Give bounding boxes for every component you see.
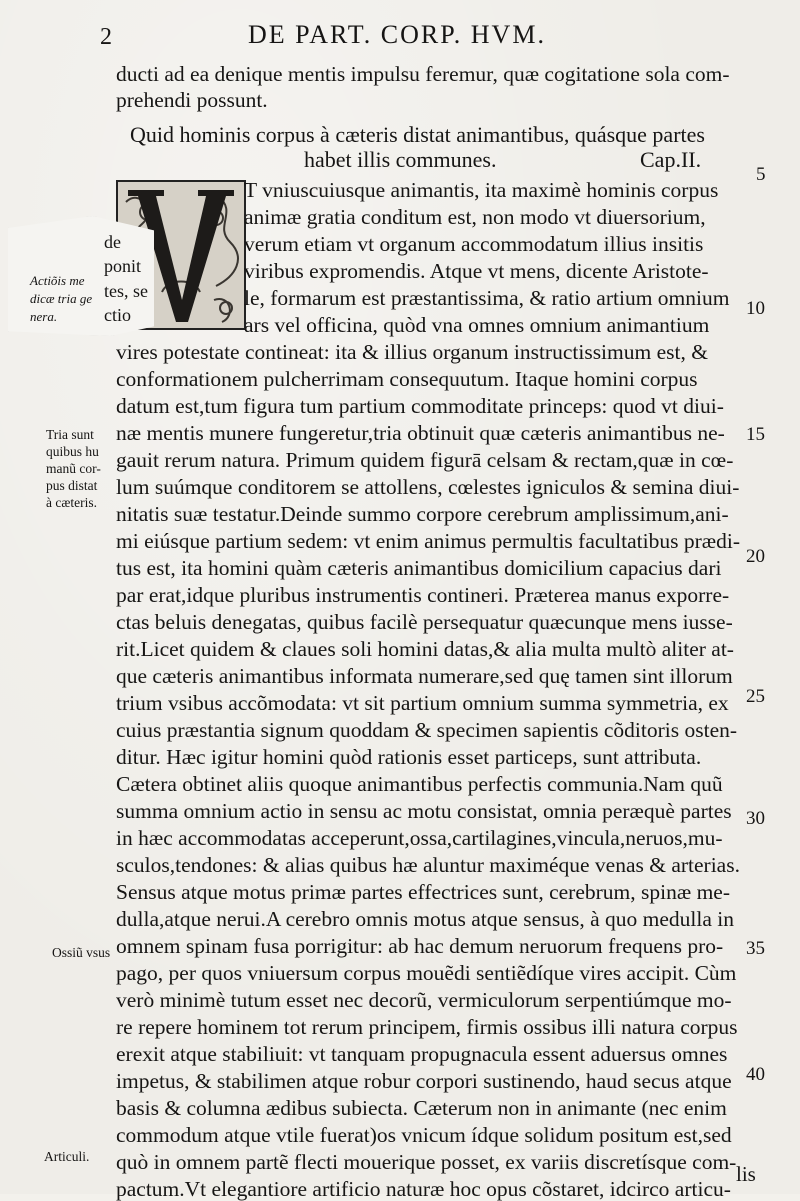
text-line: quò in omnem partẽ flecti mouerique posset, ex variis discretísque com- <box>116 1150 737 1174</box>
side-note-tria-line: Tria sunt <box>46 427 94 442</box>
text-line: ducti ad ea denique mentis impulsu feremur, quæ cogitatione sola com- <box>116 62 730 86</box>
text-line: impetus, & stabilimen atque robur corpori sustinendo, haud secus atque <box>116 1069 732 1093</box>
text-line: ditur. Hæc igitur homini quòd rationis esset particeps, sunt attributa. <box>116 745 702 769</box>
text-line: Sensus atque motus primæ partes effectrices sunt, cerebrum, spinæ me- <box>116 880 730 904</box>
text-line: vires potestate contineat: ita & illius organum instructissimum est, & <box>116 340 708 364</box>
line-number: 5 <box>756 164 766 185</box>
side-note-actions-line: dicæ tria ge <box>30 291 93 306</box>
text-line: T vniuscuiusque animantis, ita maximè hominis corpus <box>244 178 719 202</box>
text-line: pago, per quos vniuersum corpus mouẽdi sentiẽdíque vires accipit. Cùm <box>116 961 737 985</box>
side-note-tria-line: pus distat <box>46 478 98 493</box>
side-note-actions-line: Actiõis me <box>30 273 85 288</box>
text-line: in hæc accommodatas acceperunt,ossa,cartilagines,vincula,neruos,mu- <box>116 826 723 850</box>
text-line: animæ gratia conditum est, non modo vt diuersorium, <box>244 205 706 229</box>
catchword: lis <box>736 1162 756 1186</box>
line-number: 20 <box>746 546 765 567</box>
text-line: omnem spinam fusa porrigitur: ab hac demum neruorum frequens pro- <box>116 934 724 958</box>
side-note-tria-line: à cæteris. <box>46 495 97 510</box>
text-line: le, formarum est præstantissima, & ratio artium omnium <box>244 286 730 310</box>
page-header <box>0 20 800 54</box>
chapter-number: Cap.II. <box>640 147 702 172</box>
text-line: datum est,tum figura tum partium commoditate princeps: quod vt diui- <box>116 394 724 418</box>
text-line: nitatis suæ testatur.Deinde summo corpore cerebrum amplissimum,ani- <box>116 502 729 526</box>
text-line: mi eiúsque partium sedem: vt enim animus permultis facultatibus prædi- <box>116 529 740 553</box>
text-line: erexit atque stabiliuit: vt tanquam propugnacula essent aduersus omnes <box>116 1042 728 1066</box>
chapter-title-line-1: Quid hominis corpus à cæteris distat animantibus, quásque partes <box>130 122 705 147</box>
torn-text-fragment: de <box>104 232 121 252</box>
text-line: summa omnium actio in sensu ac motu consistat, omnia peræquè partes <box>116 799 732 823</box>
text-line: ctas beluis denegatas, quibus facilè persequatur quæcunque mens iusse- <box>116 610 733 634</box>
running-head: DE PART. CORP. HVM. <box>248 20 546 49</box>
text-line: gauit rerum natura. Primum quidem figurā celsam & rectam,quæ in cœ- <box>116 448 734 472</box>
text-line: cuius præstantia signum quoddam & specimen sapientis cõditoris osten- <box>116 718 738 742</box>
torn-text-fragment: tes, se <box>104 281 148 301</box>
page-number: 2 <box>100 24 112 50</box>
side-note-actions-line: nera. <box>30 309 58 324</box>
line-number: 25 <box>746 686 765 707</box>
text-line: re repere hominem tot rerum principem, firmis ossibus illi natura corpus <box>116 1015 738 1039</box>
text-line: par erat,idque pluribus instrumentis contineri. Præterea manus exporre- <box>116 583 730 607</box>
side-note-ossium: Ossiũ vsus <box>52 945 111 960</box>
text-line: commodum atque vtile fuerat)os vnicum ídque solidum positum est,sed <box>116 1123 732 1147</box>
text-line: basis & columna ædibus subiecta. Cæterum non in animante (nec enim <box>116 1096 727 1120</box>
text-line: ars vel officina, quòd vna omnes omnium animantium <box>244 313 710 337</box>
line-number: 40 <box>746 1064 765 1085</box>
text-line: lum suúmque conditorem se attollens, cœlestes igniculos & semina diui- <box>116 475 740 499</box>
line-number: 10 <box>746 298 765 319</box>
text-line: que cæteris animantibus informata numerare,sed quę tamen sint illorum <box>116 664 733 688</box>
line-number: 15 <box>746 424 765 445</box>
text-line: conformationem pulcherrimam consequutum. Itaque homini corpus <box>116 367 698 391</box>
torn-text-fragment: ctio <box>104 305 131 325</box>
text-line: dulla,atque nerui.A cerebro omnis motus atque sensus, à quo medulla in <box>116 907 734 931</box>
side-note-articuli: Articuli. <box>44 1149 90 1164</box>
line-number: 35 <box>746 938 765 959</box>
chapter-title-line-2: habet illis communes. <box>304 147 497 172</box>
text-line: verum etiam vt organum accommodatum illius insitis <box>244 232 704 256</box>
side-note-tria-line: manũ cor- <box>46 461 101 476</box>
text-line: næ mentis munere fungeretur,tria obtinuit quæ cæteris animantibus ne- <box>116 421 725 445</box>
text-line: sculos,tendones: & alias quibus hæ aluntur maximéque venas & arterias. <box>116 853 740 877</box>
line-number: 30 <box>746 808 765 829</box>
text-line: verò minimè tutum esset nec decorũ, vermiculorum serpentiúmque mo- <box>116 988 732 1012</box>
side-note-tria-line: quibus hu <box>46 444 99 459</box>
text-line: Cætera obtinet aliis quoque animantibus perfectis communia.Nam quũ <box>116 772 723 796</box>
text-line: viribus expromendis. Atque vt mens, dicente Aristote- <box>244 259 709 283</box>
text-line: prehendi possunt. <box>116 88 268 112</box>
text-line: pactum.Vt elegantiore artificio naturæ hoc opus cõstaret, idcirco articu- <box>116 1177 731 1201</box>
text-line: trium vsibus accõmodata: vt sit partium omnium summa symmetria, ex <box>116 691 729 715</box>
torn-text-fragment: ponit <box>104 256 142 276</box>
text-line: rit.Licet quidem & claues soli homini datas,& alia multa multò aliter at- <box>116 637 734 661</box>
text-line: tus est, ita homini quàm cæteris animantibus domicilium capacius dari <box>116 556 722 580</box>
